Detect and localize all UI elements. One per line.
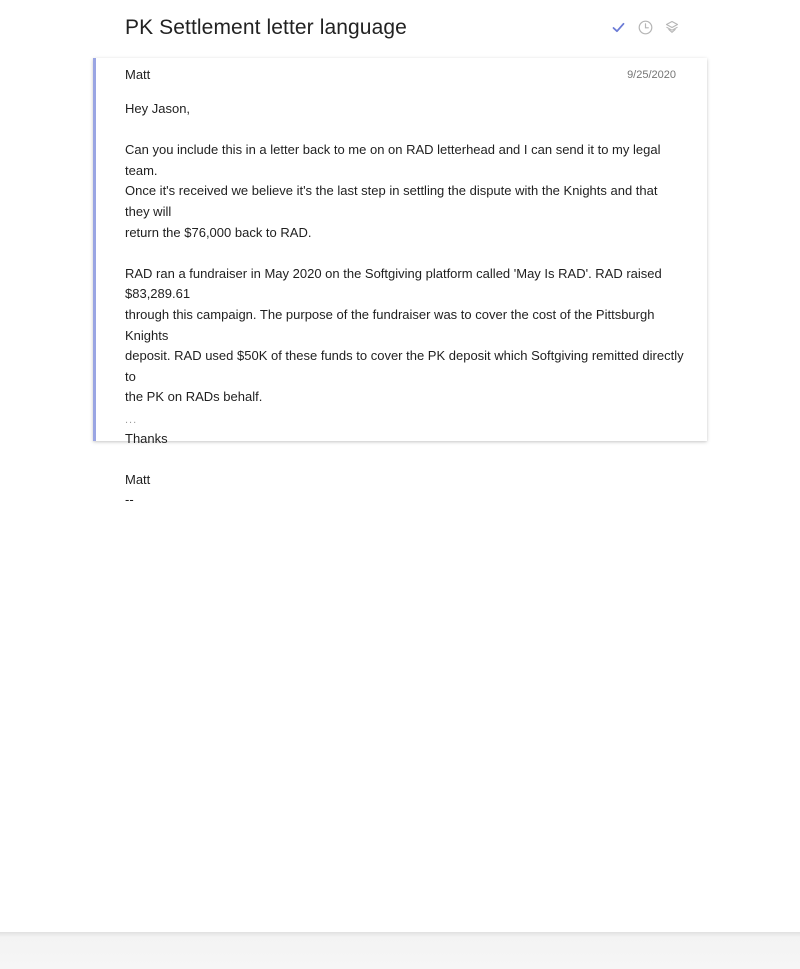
thanks-line: Thanks xyxy=(125,430,168,446)
checkmark-icon xyxy=(612,22,625,33)
sender-name: Matt xyxy=(125,67,151,82)
bottom-bar xyxy=(0,932,800,969)
signature-separator: -- xyxy=(125,492,134,508)
body-line: through this campaign. The purpose of the fundraiser was to cover the cost of the Pittsburgh Knights xyxy=(125,306,655,343)
thread-actions xyxy=(610,19,680,35)
message-date: 9/25/2020 xyxy=(627,69,676,81)
message-body xyxy=(125,99,685,511)
body-line: Once it's received we believe it's the last step in settling the dispute with the Knights and that they will xyxy=(125,183,658,219)
body-line: return the $76,000 back to RAD. xyxy=(125,224,312,240)
paragraph-gap xyxy=(125,120,685,141)
thread-title: PK Settlement letter language xyxy=(125,16,407,39)
body-line: deposit. RAD used $50K of these funds to cover the PK deposit which Softgiving remitted directly to xyxy=(125,348,684,384)
paragraph-gap xyxy=(125,449,685,470)
show-quoted-text-button[interactable]: ... xyxy=(125,414,138,426)
thread-header xyxy=(125,14,680,44)
move-to-folder-button[interactable] xyxy=(664,19,680,35)
paragraph-gap xyxy=(125,408,685,429)
body-line: Can you include this in a letter back to me on on RAD letterhead and I can send it to my legal team. xyxy=(125,142,661,178)
body-line: RAD ran a fundraiser in May 2020 on the Softgiving platform called 'May Is RAD'. RAD raised $83,289.61 xyxy=(125,265,662,302)
paragraph-gap xyxy=(125,243,685,264)
signature-name: Matt xyxy=(125,471,151,487)
message-card[interactable] xyxy=(93,58,707,508)
remind-later-button[interactable] xyxy=(637,19,653,35)
layers-icon xyxy=(665,20,679,34)
clock-icon xyxy=(638,20,653,35)
greeting-line: Hey Jason, xyxy=(125,101,191,116)
mark-done-button[interactable] xyxy=(610,19,626,35)
body-line: the PK on RADs behalf. xyxy=(125,389,263,405)
